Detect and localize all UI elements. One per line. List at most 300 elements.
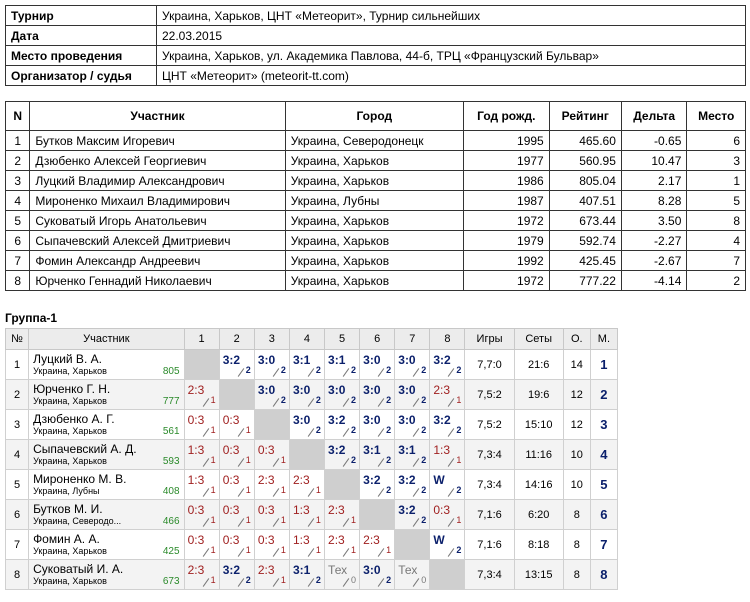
participant-cell: Украина, Лубны [285,191,463,211]
participant-cell: 407.51 [549,191,621,211]
grid-result-cell [219,350,254,380]
match-points: 2 [315,425,321,435]
grid-points: 14 [563,350,590,380]
match-score: Тех [328,563,348,577]
grid-player-cell [29,440,185,470]
grid-header: М. [590,329,617,350]
match-result [256,560,288,586]
result-divider [202,398,209,407]
match-score: 3:0 [292,413,311,427]
grid-result-cell [325,380,360,410]
match-result [361,380,393,406]
grid-result-cell [360,470,395,500]
participant-cell: Юрченко Геннадий Николаевич [30,271,285,291]
match-result [431,470,463,496]
participant-cell: 1987 [463,191,549,211]
participants-header: Место [687,102,746,131]
player-rating: 425 [162,546,180,557]
grid-result-cell [325,350,360,380]
participant-row [6,191,746,211]
match-points: 2 [386,455,392,465]
participant-cell: Бутков Максим Игоревич [30,131,285,151]
participant-cell: 8 [6,271,30,291]
grid-result-cell [289,410,324,440]
result-divider [413,488,420,497]
grid-points: 12 [563,410,590,440]
match-points: 1 [280,545,286,555]
participant-cell: -2.27 [621,231,687,251]
match-score: 2:3 [292,473,310,487]
participant-cell: 592.74 [549,231,621,251]
match-score: 3:2 [398,503,416,517]
player-city: Украина, Харьков [33,365,107,376]
match-points: 1 [245,455,251,465]
match-points: 2 [421,455,427,465]
grid-games: 7,1:6 [465,500,514,530]
match-result [326,380,358,406]
participant-cell: 465.60 [549,131,621,151]
result-divider [308,518,315,527]
result-divider [237,428,244,437]
participant-cell: -4.14 [621,271,687,291]
match-score: 3:1 [292,563,311,577]
match-score: 3:0 [363,413,381,427]
result-divider [237,518,244,527]
match-points: 2 [351,455,357,465]
match-score: 3:0 [257,353,276,367]
match-result [291,560,323,586]
player-rating: 805 [162,366,180,377]
grid-result-cell [395,350,430,380]
participants-header: Рейтинг [549,102,621,131]
player-name: Фомин А. А. [33,531,100,546]
player-rating: 561 [162,426,180,437]
grid-result-cell [395,410,430,440]
match-result [221,410,253,436]
grid-result-cell [219,530,254,560]
grid-self-cell [325,470,360,500]
match-score: 0:3 [187,503,205,517]
match-score: 3:0 [398,413,416,427]
match-score: 0:3 [257,503,275,517]
grid-row-number: 2 [6,380,29,410]
match-points: 1 [351,515,357,525]
match-result [221,350,253,376]
result-divider [273,488,280,497]
participant-row [6,231,746,251]
result-divider [448,458,455,467]
result-divider [202,518,209,527]
participant-row [6,251,746,271]
match-points: 1 [386,545,392,555]
grid-points: 8 [563,500,590,530]
match-result [291,350,323,376]
match-result [326,530,358,556]
result-divider [237,368,244,377]
player-rating: 673 [162,576,180,587]
participant-cell: 3 [687,151,746,171]
result-divider [413,368,420,377]
match-points: 1 [210,455,216,465]
grid-row [6,530,618,560]
grid-result-cell [254,500,289,530]
player-city: Украина, Харьков [33,425,107,436]
participant-cell: Суковатый Игорь Анатольевич [30,211,285,231]
result-divider [273,548,280,557]
result-divider [202,548,209,557]
match-points: 2 [421,425,427,435]
grid-header: О. [563,329,590,350]
match-score: 0:3 [257,533,275,547]
result-divider [273,518,280,527]
info-row [6,6,746,26]
match-result [361,530,393,556]
grid-place: 2 [590,380,617,410]
match-result [396,440,428,466]
grid-result-cell [430,470,465,500]
match-result [186,380,218,406]
match-score: 3:2 [328,443,346,457]
match-points: 1 [315,515,321,525]
grid-self-cell [219,380,254,410]
participant-cell: Украина, Северодонецк [285,131,463,151]
match-result [431,530,463,556]
grid-result-cell [219,470,254,500]
grid-header: 6 [360,329,395,350]
result-divider [378,548,385,557]
grid-sets: 14:16 [514,470,563,500]
grid-result-cell [219,560,254,590]
match-points: 2 [315,575,321,585]
info-key: Турнир [6,6,157,26]
match-score: 3:2 [433,413,451,427]
player-name: Бутков М. И. [33,501,103,516]
match-points: 1 [210,395,216,405]
grid-result-cell [360,350,395,380]
result-divider [237,548,244,557]
participant-cell: 425.45 [549,251,621,271]
grid-row [6,560,618,590]
grid-row-number: 6 [6,500,29,530]
participant-cell: 4 [687,231,746,251]
player-name: Луцкий В. А. [33,351,102,366]
grid-result-cell [360,380,395,410]
grid-result-cell [219,500,254,530]
match-points: 2 [386,365,392,375]
participant-cell: Луцкий Владимир Александрович [30,171,285,191]
match-score: 0:3 [222,413,240,427]
result-divider [308,428,315,437]
player-city: Украина, Лубны [33,485,100,496]
result-divider [273,458,280,467]
match-points: 1 [245,515,251,525]
grid-self-cell [289,440,324,470]
match-points: 1 [456,455,462,465]
match-result [221,500,253,526]
match-score: 2:3 [363,533,380,547]
match-result [256,380,288,406]
player-rating: 777 [162,396,180,407]
grid-player-cell [29,470,185,500]
match-score: 3:0 [257,383,276,397]
match-points: 2 [245,365,251,375]
grid-header: Сеты [514,329,563,350]
participant-cell: 1 [687,171,746,191]
grid-result-cell [219,410,254,440]
grid-result-cell [289,350,324,380]
grid-result-cell [325,500,360,530]
participant-cell: 1972 [463,271,549,291]
grid-result-cell [395,560,430,590]
result-divider [343,368,350,377]
grid-result-cell [184,380,219,410]
match-score: 1:3 [187,443,205,457]
match-points: 1 [210,485,216,495]
grid-header: 2 [219,329,254,350]
info-key: Место проведения [6,46,157,66]
grid-result-cell [325,410,360,440]
grid-result-cell [254,530,289,560]
participant-cell: 6 [6,231,30,251]
match-points: 2 [351,395,357,405]
match-result [256,350,288,376]
participants-table [5,101,746,291]
grid-place: 6 [590,500,617,530]
match-score: 2:3 [328,533,345,547]
group-title: Группа-1 [5,311,58,325]
grid-player-cell [29,500,185,530]
result-divider [308,398,315,407]
grid-games: 7,3:4 [465,470,514,500]
grid-place: 3 [590,410,617,440]
grid-result-cell [289,380,324,410]
player-name: Суковатый И. А. [33,561,124,576]
match-score: 3:0 [363,353,381,367]
grid-sets: 13:15 [514,560,563,590]
match-result [396,500,428,526]
match-result [186,530,218,556]
grid-sets: 8:18 [514,530,563,560]
match-points: 1 [210,515,216,525]
result-divider [413,578,420,587]
player-name: Дзюбенко А. Г. [33,411,115,426]
player-city: Украина, Северодо... [33,515,122,526]
match-score: 2:3 [257,473,275,487]
match-score: 3:2 [222,563,241,577]
grid-player-cell [29,380,185,410]
participant-cell: 2.17 [621,171,687,191]
match-result [396,350,428,376]
match-points: 2 [245,575,251,585]
match-points: 1 [280,455,286,465]
info-value: Украина, Харьков, ЦНТ «Метеорит», Турнир сильнейших [157,6,746,26]
player-rating: 408 [162,486,180,497]
grid-row [6,380,618,410]
participant-cell: 7 [687,251,746,271]
participant-cell: 3 [6,171,30,191]
grid-result-cell [254,440,289,470]
match-score: 3:1 [363,443,381,457]
grid-result-cell [430,410,465,440]
participants-header: Город [285,102,463,131]
grid-self-cell [254,410,289,440]
match-points: 2 [386,485,392,495]
match-result [431,380,463,406]
match-result [396,380,428,406]
grid-result-cell [289,500,324,530]
grid-result-cell [184,440,219,470]
participant-cell: 1995 [463,131,549,151]
grid-games: 7,5:2 [465,380,514,410]
participant-cell: 6 [687,131,746,151]
result-divider [202,488,209,497]
participant-cell: 560.95 [549,151,621,171]
match-result [361,440,393,466]
grid-result-cell [254,470,289,500]
participant-cell: Украина, Харьков [285,271,463,291]
match-points: 2 [421,485,427,495]
grid-result-cell [430,440,465,470]
match-score: 2:3 [187,383,205,397]
match-score: 0:3 [257,443,275,457]
match-points: 1 [210,575,216,585]
match-result [256,530,288,556]
match-score: Тех [398,563,418,577]
match-result [326,350,358,376]
match-score: W [433,533,445,547]
match-points: 1 [280,485,286,495]
match-points: 1 [351,545,357,555]
match-result [186,470,218,496]
grid-row-number: 4 [6,440,29,470]
grid-header: 1 [184,329,219,350]
info-value: ЦНТ «Метеорит» (meteorit-tt.com) [157,66,746,86]
match-result [186,560,218,586]
match-result [221,530,253,556]
participant-row [6,171,746,191]
grid-sets: 15:10 [514,410,563,440]
match-points: 1 [245,425,251,435]
tournament-info-table [5,5,746,86]
match-score: 0:3 [222,443,240,457]
grid-self-cell [184,350,219,380]
match-points: 1 [245,485,251,495]
result-divider [202,578,209,587]
grid-games: 7,7:0 [465,350,514,380]
grid-header: № [6,329,29,350]
result-divider [237,578,244,587]
grid-result-cell [395,500,430,530]
match-points: 2 [386,395,392,405]
result-divider [413,398,420,407]
participant-cell: 7 [6,251,30,271]
grid-result-cell [430,530,465,560]
match-points: 1 [280,575,286,585]
result-divider [448,368,455,377]
grid-player-cell [29,410,185,440]
match-score: 2:3 [328,503,345,517]
match-score: 3:1 [328,353,346,367]
grid-result-cell [254,380,289,410]
participant-cell: Фомин Александр Андреевич [30,251,285,271]
grid-result-cell [184,560,219,590]
match-score: 3:0 [363,563,381,577]
match-result [186,410,218,436]
result-divider [448,548,455,557]
result-divider [273,368,280,377]
match-result [361,410,393,436]
grid-games: 7,3:4 [465,560,514,590]
match-result [221,470,253,496]
match-score: 3:0 [398,383,416,397]
player-name: Мироненко М. В. [33,471,127,486]
match-score: 0:3 [187,413,205,427]
grid-points: 10 [563,470,590,500]
match-result [186,440,218,466]
grid-self-cell [395,530,430,560]
match-result [361,560,393,586]
grid-result-cell [360,440,395,470]
grid-place: 1 [590,350,617,380]
match-points: 0 [421,575,427,585]
grid-row [6,440,618,470]
match-points: 2 [456,485,462,495]
match-points: 2 [386,425,392,435]
match-points: 1 [210,425,216,435]
match-result [291,380,323,406]
match-result [186,500,218,526]
group-grid-table [5,328,618,590]
grid-header: 8 [430,329,465,350]
grid-row [6,470,618,500]
grid-points: 8 [563,530,590,560]
participants-header: N [6,102,30,131]
participant-cell: 1 [6,131,30,151]
participant-cell: Украина, Харьков [285,251,463,271]
match-result [326,410,358,436]
grid-row-number: 5 [6,470,29,500]
result-divider [343,548,350,557]
participant-cell: 1986 [463,171,549,191]
grid-row-number: 8 [6,560,29,590]
participant-cell: 1992 [463,251,549,271]
grid-row-number: 3 [6,410,29,440]
grid-place: 8 [590,560,617,590]
match-score: 3:2 [328,413,346,427]
grid-result-cell [360,560,395,590]
participant-cell: 8.28 [621,191,687,211]
grid-sets: 21:6 [514,350,563,380]
match-result [361,470,393,496]
match-result [256,440,288,466]
participant-cell: Украина, Харьков [285,151,463,171]
match-score: 0:3 [433,503,451,517]
match-score: 1:3 [187,473,205,487]
match-score: 3:2 [363,473,381,487]
grid-result-cell [395,440,430,470]
participant-cell: Украина, Харьков [285,171,463,191]
grid-result-cell [254,560,289,590]
match-points: 1 [280,515,286,525]
player-city: Украина, Харьков [33,575,107,586]
match-score: 0:3 [222,503,240,517]
match-score: 3:1 [292,353,311,367]
match-score: 3:2 [398,473,416,487]
info-key: Дата [6,26,157,46]
match-result [431,500,463,526]
match-result [326,440,358,466]
participant-cell: 8 [687,211,746,231]
